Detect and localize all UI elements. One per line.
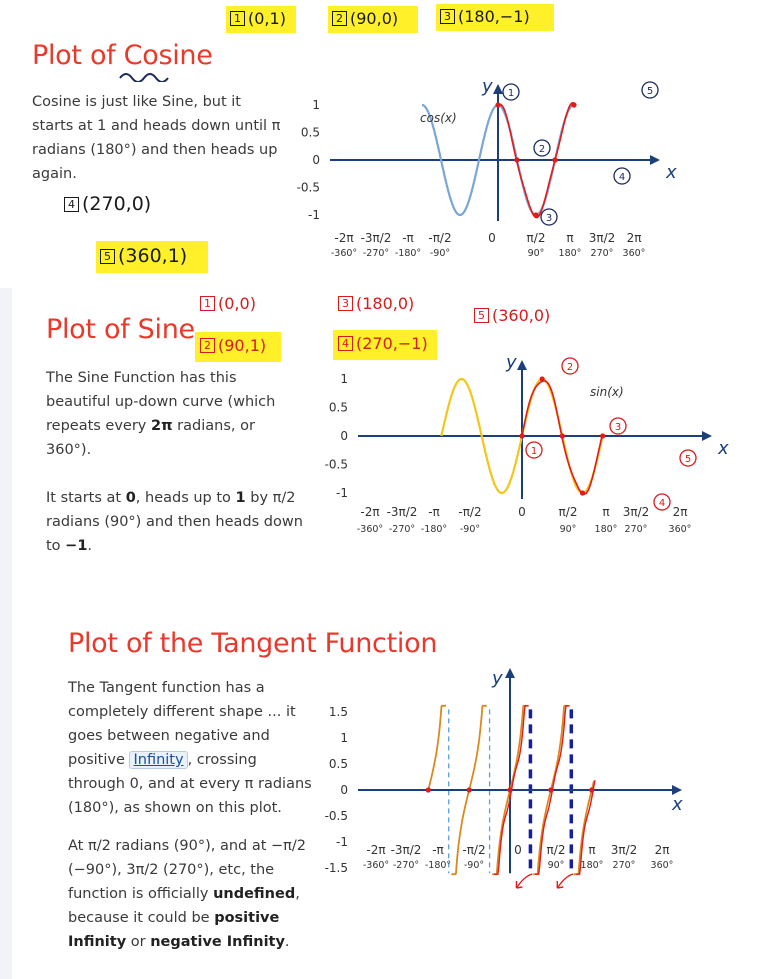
x-degree-label: 360° [668, 524, 692, 535]
curve-label: sin(x) [590, 385, 624, 399]
sine-paragraph-1: The Sine Function has this beautiful up-down curve (which repeats every 2π radians, or 360°). [46, 370, 276, 458]
x-degree-label: 270° [612, 860, 636, 871]
x-tick-label: 0 [518, 505, 526, 519]
x-tick-label: -π [402, 231, 414, 245]
annotation-point-5: 5 (360,1) [100, 245, 187, 267]
y-axis-label: y [482, 80, 493, 97]
x-tick-label: 2π [626, 231, 642, 245]
x-degree-label: 360° [650, 860, 674, 871]
annotation-point-4: 4 (270,−1) [338, 334, 428, 353]
point-marker-number: 4 [618, 172, 626, 183]
zero-point [507, 787, 512, 792]
x-tick-label: π [602, 505, 610, 519]
x-degree-label: -360° [356, 524, 384, 535]
y-tick-label: 0.5 [328, 757, 348, 771]
y-tick-label: -1.5 [324, 861, 348, 875]
x-degree-label: -360° [330, 248, 358, 259]
section-title: Plot of Sine [46, 314, 195, 345]
x-degree-label: -270° [388, 524, 416, 535]
point-marker-number: 1 [507, 88, 515, 99]
x-tick-label: π/2 [546, 843, 566, 857]
x-tick-label: 3π/2 [610, 843, 638, 857]
tangent-paragraph-1: The Tangent function has a completely different shape ... it goes between negative and positive Infinity , crossing through 0, and at every π radians (180°), as shown on this plot. [68, 680, 312, 816]
data-point [540, 376, 545, 381]
tangent-paragraph-2: At π/2 radians (90°), and at −π/2 (−90°), 3π/2 (270°), etc, the function is officially undefined, because it could be positive Infinity or negative Infinity. [68, 838, 307, 950]
point-marker-number: 4 [658, 498, 666, 509]
x-degree-label: 270° [624, 524, 648, 535]
x-axis-label: x [672, 794, 683, 815]
zero-point [426, 787, 431, 792]
infinity-link[interactable]: Infinity [129, 751, 187, 769]
y-tick-label: -1 [336, 835, 348, 849]
point-marker-number: 5 [684, 454, 692, 465]
x-degree-label: 360° [622, 248, 646, 259]
tangent-section [0, 598, 768, 979]
annotation-point-3: 3 (180,0) [338, 294, 414, 313]
x-degree-label: 180° [580, 860, 604, 871]
y-tick-label: -1 [308, 208, 320, 222]
x-degree-label: -360° [362, 860, 390, 871]
annotation-point-4: 4 (270,0) [64, 193, 151, 215]
sine-paragraph-2: It starts at 0, heads up to 1 by π/2 radians (90°) and then heads down to −1. [46, 490, 303, 554]
curve-label: cos(x) [420, 111, 457, 125]
section-title: Plot of Cosine [32, 40, 213, 71]
data-point [600, 433, 605, 438]
x-tick-label: -π/2 [428, 231, 452, 245]
y-tick-label: -0.5 [324, 809, 348, 823]
x-axis-arrow [702, 431, 712, 441]
x-tick-label: -2π [366, 843, 386, 857]
point-marker-number: 2 [566, 362, 574, 373]
x-tick-label: π [566, 231, 574, 245]
x-tick-label: π/2 [558, 505, 578, 519]
x-tick-label: -π [428, 505, 440, 519]
cosine-paragraph: Cosine is just like Sine, but it starts at 1 and heads down until π radians (180°) and then heads up again. [32, 94, 281, 182]
x-degree-label: 180° [558, 248, 582, 259]
data-point [580, 490, 585, 495]
point-marker-number: 2 [538, 144, 546, 155]
panel-edge [0, 288, 12, 598]
x-tick-label: π [588, 843, 596, 857]
panel-edge [0, 598, 12, 979]
annotation-point-1: 1 (0,0) [200, 294, 256, 313]
data-point [519, 433, 524, 438]
point-marker-number: 5 [646, 86, 654, 97]
y-tick-label: 0 [312, 153, 320, 167]
annotation-point-5: 5 (360,0) [474, 306, 550, 325]
y-axis-label: y [506, 356, 517, 373]
pointer-arrow [557, 874, 573, 888]
y-axis-arrow [517, 360, 527, 370]
x-degree-label: -270° [362, 248, 390, 259]
x-degree-label: -180° [420, 524, 448, 535]
y-tick-label: 1.5 [328, 705, 348, 719]
annotation-point-2: 2 (90,0) [332, 9, 398, 28]
zero-point [548, 787, 553, 792]
x-tick-label: -π [432, 843, 444, 857]
x-degree-label: 180° [594, 524, 618, 535]
y-tick-label: 0 [340, 783, 348, 797]
data-point [571, 102, 576, 107]
y-axis-arrow [505, 668, 515, 678]
data-point [514, 157, 519, 162]
x-tick-label: π/2 [526, 231, 546, 245]
y-tick-label: 0.5 [300, 125, 320, 140]
y-tick-label: -0.5 [296, 180, 320, 195]
y-tick-label: -1 [336, 486, 348, 500]
x-degree-label: 90° [559, 524, 577, 535]
x-tick-label: 3π/2 [588, 231, 616, 245]
y-tick-label: 1 [340, 372, 348, 386]
y-axis-label: y [492, 668, 503, 689]
x-tick-label: -2π [334, 231, 354, 245]
tan-curve [428, 706, 446, 790]
point-marker-number: 3 [614, 422, 622, 433]
x-degree-label: -90° [463, 860, 485, 871]
section-title: Plot of the Tangent Function [68, 628, 438, 659]
pointer-arrow [516, 874, 532, 888]
y-tick-label: 1 [312, 98, 320, 112]
x-tick-label: -π/2 [458, 505, 482, 519]
x-degree-label: -180° [424, 860, 452, 871]
x-degree-label: 90° [547, 860, 565, 871]
sine-section [0, 288, 768, 598]
y-tick-label: 1 [340, 731, 348, 745]
tangent-chart [322, 662, 706, 894]
x-tick-label: 2π [672, 505, 688, 519]
sine-chart [312, 356, 732, 552]
data-point [552, 157, 557, 162]
x-axis-arrow [650, 155, 660, 165]
annotation-point-3: 3 (180,−1) [440, 7, 530, 26]
x-tick-label: -2π [360, 505, 380, 519]
x-tick-label: 0 [488, 231, 496, 245]
x-degree-label: -90° [459, 524, 481, 535]
y-tick-label: 0 [340, 429, 348, 443]
y-axis-arrow [493, 84, 503, 94]
annotation-point-1: 1 (0,1) [230, 9, 286, 28]
cosine-chart [284, 80, 704, 270]
x-tick-label: 0 [514, 843, 522, 857]
x-degree-label: -90° [429, 248, 451, 259]
data-point [495, 102, 500, 107]
x-tick-label: -3π/2 [360, 231, 392, 245]
zero-point [589, 787, 594, 792]
x-axis-label: x [718, 438, 729, 459]
annotation-point-2: 2 (90,1) [200, 336, 266, 355]
x-degree-label: 90° [527, 248, 545, 259]
cosine-section [0, 0, 768, 288]
x-tick-label: 2π [654, 843, 670, 857]
zero-point [467, 787, 472, 792]
x-tick-label: -3π/2 [386, 505, 418, 519]
x-tick-label: 3π/2 [622, 505, 650, 519]
y-tick-label: -0.5 [324, 457, 348, 472]
data-point [560, 433, 565, 438]
y-tick-label: 0.5 [328, 400, 348, 415]
underline-squiggle [118, 70, 178, 82]
point-marker-number: 1 [530, 446, 538, 457]
x-degree-label: -270° [392, 860, 420, 871]
x-degree-label: -180° [394, 248, 422, 259]
x-axis-label: x [666, 162, 677, 183]
x-tick-label: -π/2 [462, 843, 486, 857]
point-marker-number: 3 [545, 213, 553, 224]
x-tick-label: -3π/2 [390, 843, 422, 857]
data-point [533, 212, 538, 217]
x-degree-label: 270° [590, 248, 614, 259]
